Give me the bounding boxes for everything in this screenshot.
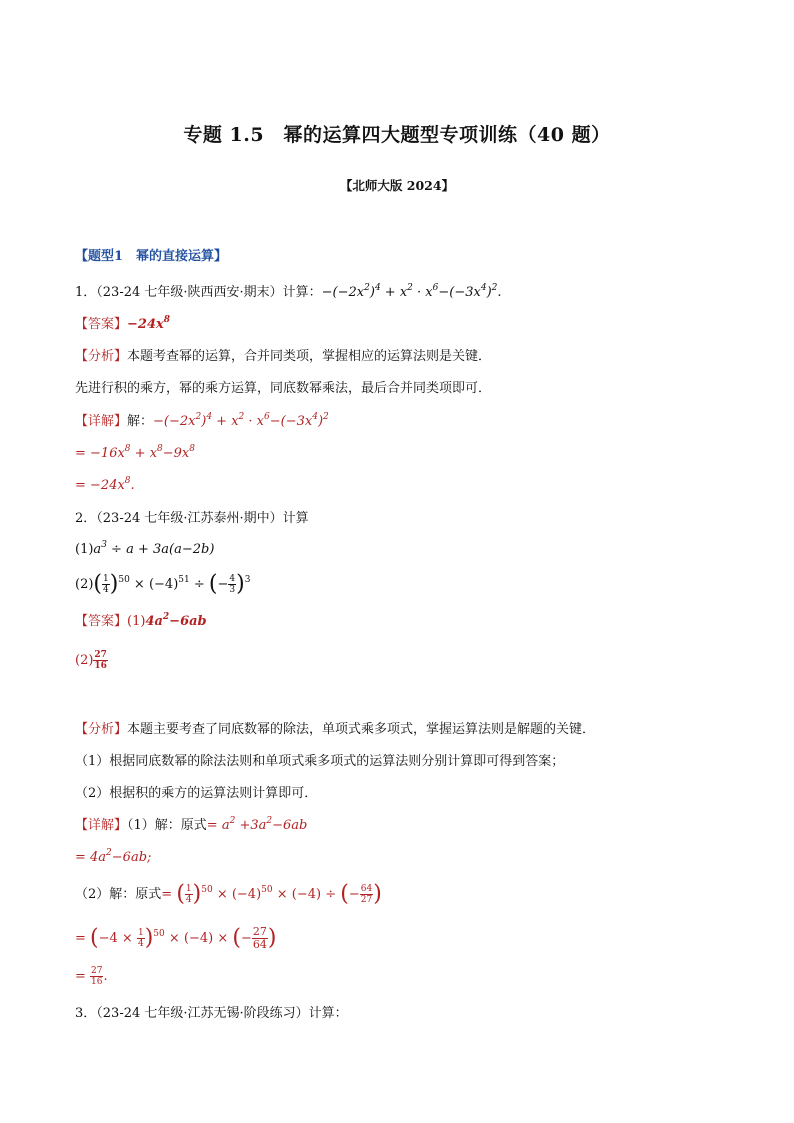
part-label: (1) xyxy=(75,542,94,557)
answer-expression: $4a^2-6ab$ xyxy=(145,612,207,629)
analysis-2 xyxy=(75,721,595,739)
detail-2 xyxy=(75,817,307,835)
math-expression: ( $\frac{1}{4}$ )$^{50} \times (-4)^{51}$ ÷ (− $\frac{4}{3}$ )$^3$ xyxy=(93,571,251,597)
analysis-text: 本题主要考查了同底数幂的除法，单项式乘多项式，掌握运算法则是解题的关键． xyxy=(127,722,596,737)
detail-step: = $4a^2-6ab$; xyxy=(75,848,152,865)
page-title: 专题 1.5 幂的运算四大题型专项训练（40 题） xyxy=(183,124,611,146)
analysis-1 xyxy=(75,348,491,366)
detail-tag: 【详解】 xyxy=(75,818,128,833)
question-number: 2． xyxy=(75,511,97,526)
question-source: （23-24 七年级·陕西西安·期末）计算： xyxy=(96,285,322,300)
analysis-text: 本题考查幂的运算，合并同类项，掌握相应的运算法则是关键． xyxy=(127,349,492,364)
analysis-1-line2: 先进行积的乘方，幂的乘方运算，同底数幂乘法，最后合并同类项即可． xyxy=(75,381,492,396)
answer-expression: $\frac{27}{16}$ xyxy=(94,650,107,671)
question-2-part-1 xyxy=(75,541,214,559)
detail-2-part-2 xyxy=(75,881,382,907)
question-2 xyxy=(75,510,309,528)
analysis-2-line2: （1）根据同底数幂的除法法则和单项式乘多项式的运算法则分别计算即可得到答案； xyxy=(75,754,565,769)
detail-1 xyxy=(75,413,329,431)
part-label: (2) xyxy=(75,577,94,592)
answer-expression: $-24x^8$ xyxy=(127,315,171,332)
answer-part-label: (2) xyxy=(75,653,94,668)
detail-step: = (−4 × $\frac{1}{4}$ )$^{50}$ × (−4) × (− $\frac{27}{64}$ ) xyxy=(75,925,277,951)
question-2-part-2 xyxy=(75,571,251,597)
detail-prefix: （2）解：原式 xyxy=(75,887,162,902)
answer-tag: 【答案】 xyxy=(75,614,128,629)
math-expression: $a^3 \div a + 3a(a-2b)$ xyxy=(93,540,215,557)
answer-2-part-2 xyxy=(75,650,108,671)
detail-prefix: 解： xyxy=(127,414,154,429)
answer-2 xyxy=(75,613,207,631)
question-number: 1． xyxy=(75,285,97,300)
detail-prefix: （1）解：原式 xyxy=(127,818,207,833)
section-header: 【题型1 幂的直接运算】 xyxy=(75,249,228,264)
detail-expression: = $a^2 +3a^2-6ab$ xyxy=(206,816,308,833)
question-3 xyxy=(75,1005,348,1023)
question-source: （23-24 七年级·江苏无锡·阶段练习）计算： xyxy=(96,1006,348,1021)
page-subtitle: 【北师大版 2024】 xyxy=(339,178,455,193)
answer-1 xyxy=(75,316,170,334)
question-1 xyxy=(75,284,502,302)
question-number: 3． xyxy=(75,1006,97,1021)
detail-step: = $\frac{27}{16}$ . xyxy=(75,966,108,987)
detail-step: = $-16x^8 + x^8-9x^8$ xyxy=(75,444,195,461)
analysis-2-line3: （2）根据积的乘方的运算法则计算即可． xyxy=(75,786,318,801)
detail-expression: = ( $\frac{1}{4}$ )$^{50} \times (-4)^{50} \times (-4)$ ÷ (− $\frac{64}{27}$ ) xyxy=(161,881,382,907)
answer-part-label: (1) xyxy=(127,614,146,629)
math-expression: $-(-2x^2)^4 + x^2 \cdot x^6-(-3x^4)^2$. xyxy=(321,283,502,300)
detail-expression: $-(-2x^2)^4 + x^2 \cdot x^6-(-3x^4)^2$ xyxy=(153,412,329,429)
question-source: （23-24 七年级·江苏泰州·期中）计算 xyxy=(96,511,309,526)
answer-tag: 【答案】 xyxy=(75,317,128,332)
detail-step: = $-24x^8$. xyxy=(75,476,135,493)
analysis-tag: 【分析】 xyxy=(75,722,128,737)
analysis-tag: 【分析】 xyxy=(75,349,128,364)
detail-tag: 【详解】 xyxy=(75,414,128,429)
